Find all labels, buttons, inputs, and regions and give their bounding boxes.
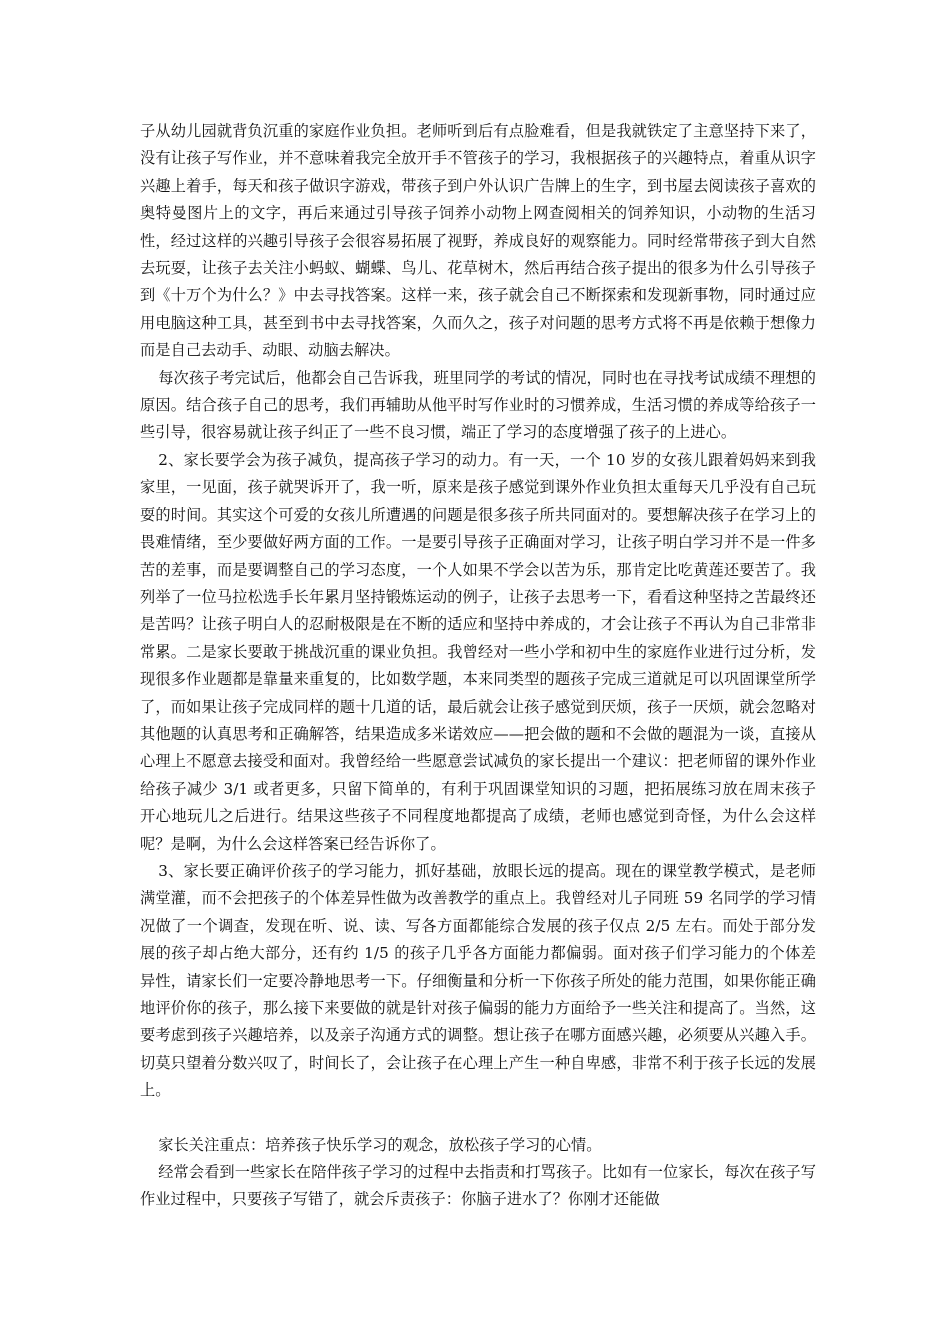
paragraph-evaluate-ability: 3、家长要正确评价孩子的学习能力，抓好基础，放眼长远的提高。现在的课堂教学模式，是老师满堂灌，而不会把孩子的个体差异性做为改善教学的重点上。我曾经对儿子同班 59 名同学的学习情况做了一个调查，发现在听、说、读、写各方面都能综合发展的孩子仅点 2/5 左右。而处于部分发展的孩子却占绝大部分，还有约 1/5 的孩子几乎各方面能力都偏弱。面对孩子们学习能力的个体差异性，请家长们一定要冷静地思考一下。仔细衡量和分析一下你孩子所处的能力范围，如果你能正确地评价你的孩子，那么接下来要做的就是针对孩子偏弱的能力方面给予一些关注和提高了。当然，这要考虑到孩子兴趣培养，以及亲子沟通方式的调整。想让孩子在哪方面感兴趣，必须要从兴趣入手。切莫只望着分数兴叹了，时间长了，会让孩子在心理上产生一种自卑感，非常不利于孩子长远的发展上。 <box>140 861 816 1100</box>
paragraph-spacer <box>140 1105 816 1132</box>
paragraph-continuation: 子从幼儿园就背负沉重的家庭作业负担。老师听到后有点脸难看，但是我就铁定了主意坚持下来了，没有让孩子写作业，并不意味着我完全放开手不管孩子的学习，我根据孩子的兴趣特点，着重从识字兴趣上着手，每天和孩子做识字游戏，带孩子到户外认识广告牌上的生字，到书屋去阅读孩子喜欢的奥特曼图片上的文字，再后来通过引导孩子饲养小动物上网查阅相关的饲养知识，小动物的生活习性，经过这样的兴趣引导孩子会很容易拓展了视野，养成良好的观察能力。同时经常带孩子到大自然去玩耍，让孩子去关注小蚂蚁、蝴蝶、鸟儿、花草树木，然后再结合孩子提出的很多为什么引导孩子到《十万个为什么？》中去寻找答案。这样一来，孩子就会自己不断探索和发现新事物，同时通过应用电脑这种工具，甚至到书中去寻找答案，久而久之，孩子对问题的思考方式将不再是依赖于想像力而是自己去动手、动眼、动脑去解决。 <box>140 122 816 360</box>
document-body <box>140 118 816 1214</box>
paragraph-scolding-example: 经常会看到一些家长在陪伴孩子学习的过程中去指责和打骂孩子。比如有一位家长，每次在孩子写作业过程中，只要孩子写错了，就会斥责孩子：你脑子进水了？你刚才还能做 <box>140 1163 816 1209</box>
paragraph-focus-heading: 家长关注重点：培养孩子快乐学习的观念，放松孩子学习的心情。 <box>158 1135 602 1154</box>
paragraph-exam-reflection: 每次孩子考完试后，他都会自己告诉我，班里同学的考试的情况，同时也在寻找考试成绩不理想的原因。结合孩子自己的思考，我们再辅助从他平时写作业时的习惯养成，生活习惯的养成等给孩子一些引导，很容易就让孩子纠正了一些不良习惯，端正了学习的态度增强了孩子的上进心。 <box>140 368 816 442</box>
paragraph-reduce-burden: 2、家长要学会为孩子减负，提高孩子学习的动力。有一天，一个 10 岁的女孩儿跟着妈妈来到我家里，一见面，孩子就哭诉开了，我一听，原来是孩子感觉到课外作业负担太重每天几乎没有自己玩耍的时间。其实这个可爱的女孩儿所遭遇的问题是很多孩子所共同面对的。要想解决孩子在学习上的畏难情绪，至少要做好两方面的工作。一是要引导孩子正确面对学习，让孩子明白学习并不是一件多苦的差事，而是要调整自己的学习态度，一个人如果不学会以苦为乐，那肯定比吃黄莲还要苦了。我列举了一位马拉松选手长年累月坚持锻炼运动的例子，让孩子去思考一下，看看这种坚持之苦最终还是苦吗？让孩子明白人的忍耐极限是在不断的适应和坚持中养成的，才会让孩子不再认为自己非常非常累。二是家长要敢于挑战沉重的课业负担。我曾经对一些小学和初中生的家庭作业进行过分析，发现很多作业题都是靠量来重复的，比如数学题，本来同类型的题孩子完成三道就足可以巩固课堂所学了，而如果让孩子完成同样的题十几道的话，最后就会让孩子感觉到厌烦，孩子一厌烦，就会忽略对其他题的认真思考和正确解答，结果造成多米诺效应——把会做的题和不会做的题混为一谈，直接从心理上不愿意去接受和面对。我曾经给一些愿意尝试减负的家长提出一个建议：把老师留的课外作业给孩子减少 3/1 或者更多，只留下简单的，有利于巩固课堂知识的习题，把拓展练习放在周末孩子开心地玩儿之后进行。结果这些孩子不同程度地都提高了成绩，老师也感觉到奇怪，为什么会这样呢？是啊，为什么会这样答案已经告诉你了。 <box>140 450 816 853</box>
